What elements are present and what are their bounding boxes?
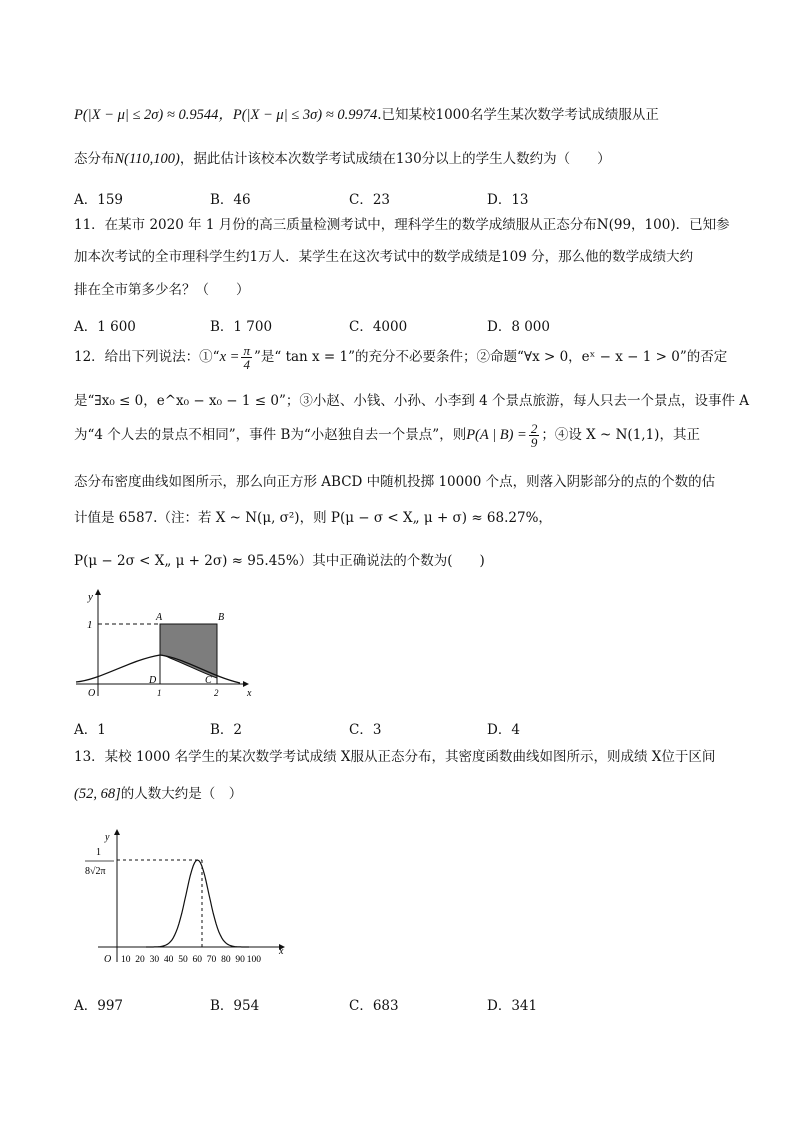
q13-line2 — [74, 787, 242, 802]
q10-option-b[interactable]: B．46 — [210, 192, 251, 208]
q13-option-c[interactable]: C．683 — [349, 998, 399, 1014]
q10-line1 — [74, 108, 659, 123]
q12-option-d[interactable]: D．4 — [487, 722, 520, 738]
q12-prob: P(A | B) = — [466, 427, 527, 443]
q11-option-b[interactable]: B．1 700 — [210, 319, 273, 335]
q11-option-c[interactable]: C．4000 — [349, 319, 408, 335]
q13-label-o: O — [104, 954, 112, 965]
q12-label-d: D — [149, 675, 157, 686]
q12-line2: 是“∃x₀ ≤ 0，e^x₀ − x₀ − 1 ≤ 0”；③小赵、小钱、小孙、小李到 4 个景点旅游，每人只去一个景点，设事件 A — [74, 393, 750, 409]
q12-line4: 态分布密度曲线如图所示，那么向正方形 ABCD 中随机投掷 10000 个点，则落入阴影部分的点的个数的估 — [74, 474, 716, 490]
q10-formula-1: P(|X − μ| ≤ 2σ) ≈ 0.9544，P(|X − μ| ≤ 3σ) ≈ 0.9974 — [74, 107, 378, 123]
q13-interval: (52, 68] — [74, 786, 121, 802]
q13-label-y: y — [105, 832, 110, 843]
q12-line3 — [74, 422, 700, 449]
q11-option-a[interactable]: A．1 600 — [74, 319, 136, 335]
q11-line3: 排在全市第多少名？（ ） — [74, 282, 250, 298]
q10-formula-2: N(110,100) — [114, 151, 180, 167]
q13-tick-label: 70 — [206, 955, 217, 965]
q13-tick-label: 10 — [121, 955, 131, 965]
q10-text-1: .已知某校1000名学生某次数学考试成绩服从正 — [377, 107, 659, 123]
q12-label-c: C — [205, 675, 212, 686]
q12-text-1b: ”是“ tan x = 1”的充分不必要条件；②命题“∀x > 0，eˣ − x − 1 > 0”的否定 — [253, 349, 728, 365]
q13-tick-label: 80 — [221, 955, 231, 965]
q12-shaded-region — [160, 624, 217, 678]
q12-option-c[interactable]: C．3 — [349, 722, 382, 738]
q12-label-y: y — [88, 591, 93, 603]
q12-label-b: B — [218, 612, 225, 623]
q11-line2: 加本次考试的全市理科学生约1万人．某学生在这次考试中的数学成绩是109 分，那么他的数学成绩大约 — [74, 249, 694, 265]
q13-figure — [72, 826, 292, 972]
q13-frac-num: 1 — [96, 847, 101, 858]
q13-frac-den: 8√2π — [85, 866, 106, 877]
q12-label-1: 1 — [87, 619, 93, 631]
q11-option-d[interactable]: D．8 000 — [487, 319, 550, 335]
q12-label-o: O — [88, 688, 96, 699]
q13-option-d[interactable]: D．341 — [487, 998, 538, 1014]
q13-option-b[interactable]: B．954 — [210, 998, 260, 1014]
q12-label-x1: 1 — [157, 688, 162, 698]
q12-frac2-num: 2 — [530, 421, 538, 436]
q12-label-x: x — [247, 688, 252, 699]
q10-option-d[interactable]: D．13 — [487, 192, 529, 208]
q13-tick-label: 50 — [178, 955, 188, 965]
q12-text-3a: 为“4 个人去的景点不相同”，事件 B为“小赵独自去一个景点”，则 — [74, 427, 467, 443]
q10-option-c[interactable]: C．23 — [349, 192, 391, 208]
q12-frac1-den: 4 — [243, 357, 250, 372]
q13-tick-label: 30 — [149, 955, 160, 965]
q13-tick-label: 100 — [246, 955, 261, 965]
q13-tick-label: 60 — [192, 955, 202, 965]
q12-text-1a: 12．给出下列说法：①“ — [74, 349, 220, 365]
q10-text-2a: 态分布 — [74, 151, 115, 167]
q13-tick-label: 40 — [163, 955, 174, 965]
q12-frac1-num: π — [243, 343, 250, 358]
q12-label-x2: 2 — [214, 688, 219, 698]
q12-fraction-pi-4 — [241, 344, 252, 371]
q12-label-a: A — [156, 612, 163, 623]
q13-tick-label: 90 — [235, 955, 245, 965]
q12-figure — [70, 584, 260, 702]
q12-frac2-den: 9 — [530, 435, 538, 450]
q12-text-3b: ；④设 X ~ N(1,1)，其正 — [541, 427, 700, 443]
q12-fraction-2-9 — [529, 422, 540, 449]
q13-tick-label: 20 — [135, 955, 145, 965]
q13-option-a[interactable]: A．997 — [74, 998, 124, 1014]
q13-line1: 13．某校 1000 名学生的某次数学考试成绩 X服从正态分布，其密度函数曲线如图所示，则成绩 X位于区间 — [74, 749, 716, 765]
q13-density-curve — [146, 860, 249, 947]
q10-line2 — [74, 152, 611, 167]
q12-line5: 计值是 6587.（注：若 X ~ N(μ, σ²)，则 P(μ − σ < X„ μ + σ) ≈ 68.27%， — [74, 510, 552, 526]
q12-option-b[interactable]: B．2 — [210, 722, 243, 738]
q13-label-x: x — [279, 946, 284, 957]
q12-option-a[interactable]: A．1 — [74, 722, 106, 738]
q10-option-a[interactable]: A．159 — [74, 192, 124, 208]
q12-line1 — [74, 344, 727, 371]
q13-x-ticks — [121, 955, 261, 965]
q10-text-2b: ，据此估计该校本次数学考试成绩在130分以上的学生人数约为（ ） — [179, 151, 611, 167]
q13-text-2: 的人数大约是（ ） — [120, 786, 243, 802]
q11-line1: 11．在某市 2020 年 1 月份的高三质量检测考试中，理科学生的数学成绩服从正态分布N(99，100)．已知参 — [74, 217, 730, 233]
q12-line6: P(μ − 2σ < X„ μ + 2σ) ≈ 95.45%）其中正确说法的个数为( ) — [74, 553, 485, 569]
q12-x-eq: x = — [219, 349, 240, 365]
